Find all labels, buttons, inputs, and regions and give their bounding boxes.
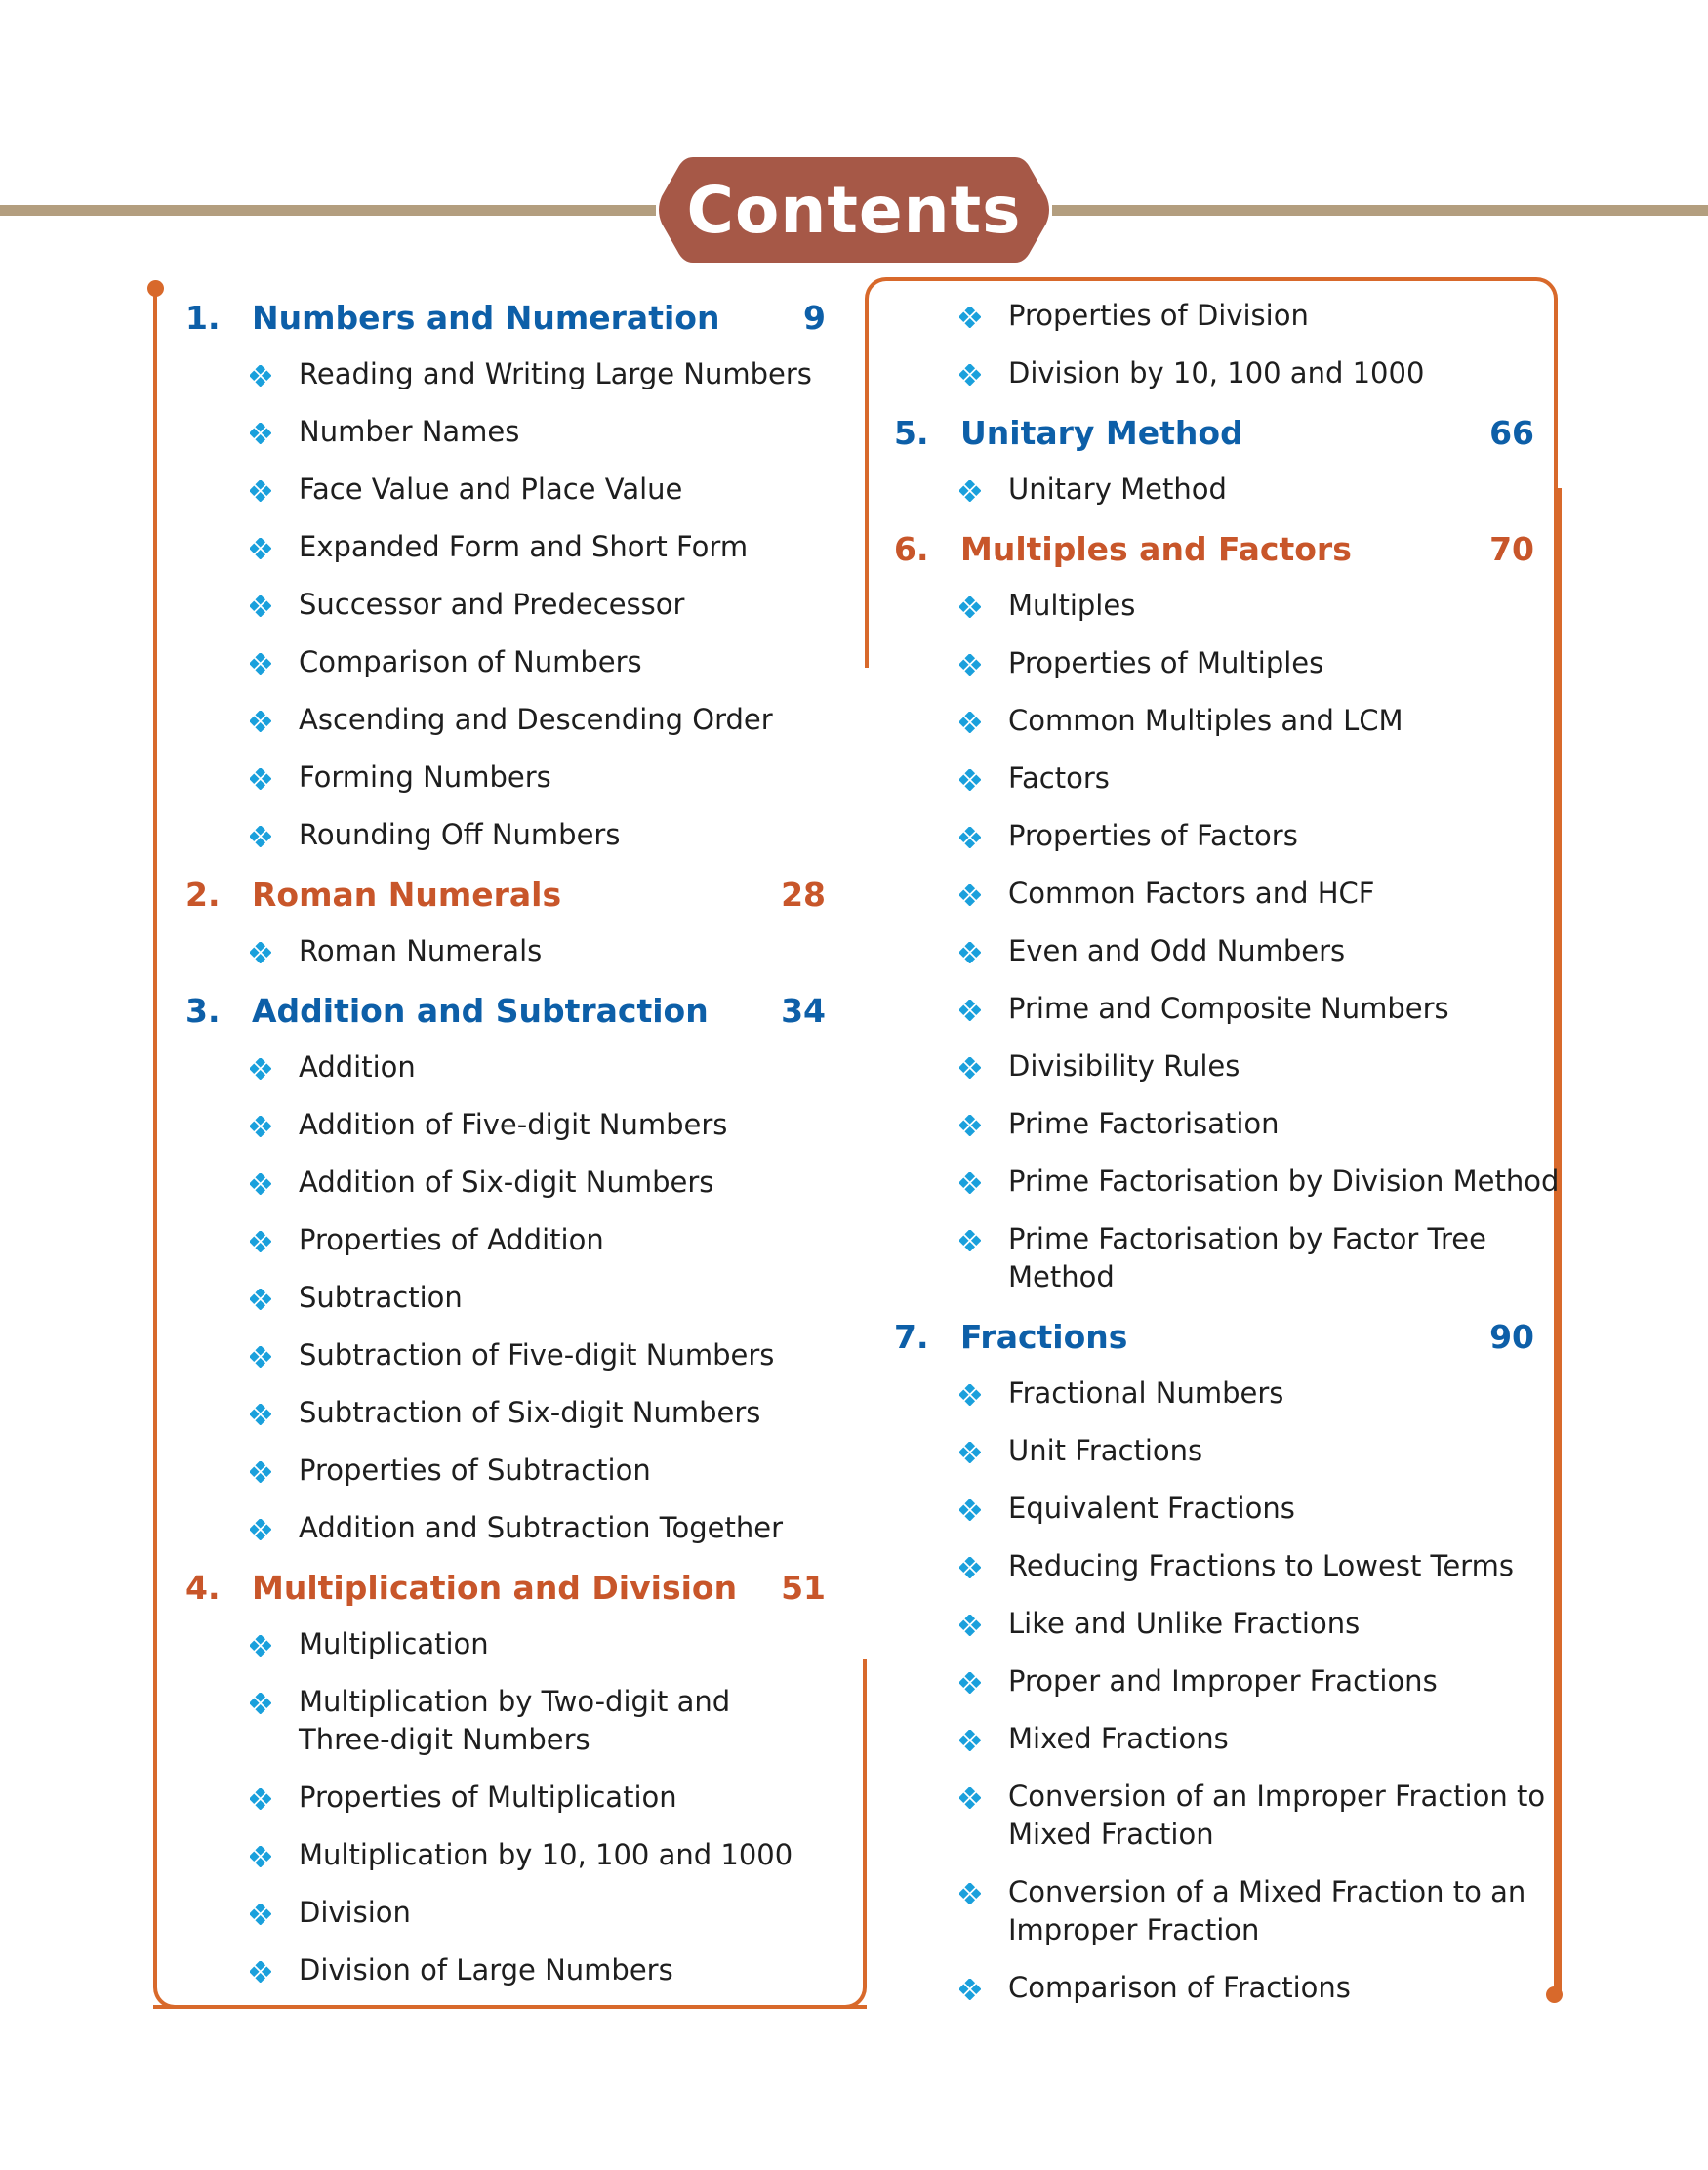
topic-item[interactable] — [250, 1048, 826, 1086]
diamond-bullet-icon — [959, 712, 981, 733]
topic-item[interactable] — [959, 1432, 1534, 1470]
topic-item[interactable] — [959, 1662, 1534, 1700]
chapter-page-number: 34 — [781, 992, 826, 1030]
chapter-title[interactable]: Addition and Subtraction — [252, 992, 709, 1030]
topic-text: Division — [299, 1896, 411, 1929]
diamond-bullet-icon — [250, 538, 271, 559]
diamond-bullet-icon — [959, 1230, 981, 1251]
diamond-bullet-icon — [959, 1883, 981, 1904]
topic-text: Properties of Addition — [299, 1223, 604, 1256]
topic-text: Face Value and Place Value — [299, 472, 683, 506]
topic-item[interactable] — [959, 1490, 1534, 1528]
diamond-bullet-icon — [959, 827, 981, 848]
diamond-bullet-icon — [250, 1904, 271, 1925]
chapter-number: 6. — [894, 530, 929, 568]
topic-text: Common Factors and HCF — [1008, 877, 1375, 910]
diamond-bullet-icon — [959, 1615, 981, 1636]
topic-text: Comparison of Numbers — [299, 645, 642, 678]
topic-item[interactable] — [959, 702, 1534, 740]
diamond-bullet-icon — [959, 1979, 981, 2000]
topic-item[interactable] — [250, 1106, 826, 1144]
chapter-number: 2. — [185, 876, 221, 914]
topic-item[interactable] — [959, 990, 1534, 1028]
topic-text: Properties of Multiples — [1008, 646, 1324, 679]
topic-item[interactable] — [250, 1509, 826, 1547]
diamond-bullet-icon — [250, 768, 271, 790]
topic-item[interactable] — [959, 1605, 1534, 1643]
diamond-bullet-icon — [250, 711, 271, 732]
topic-text: Rounding Off Numbers — [299, 818, 621, 851]
topic-text: Factors — [1008, 761, 1110, 795]
topic-text: Properties of Division — [1008, 299, 1309, 332]
topic-item[interactable] — [250, 1164, 826, 1202]
topic-text: Fractional Numbers — [1008, 1376, 1284, 1410]
chapter-page-number: 28 — [781, 876, 826, 914]
topic-item[interactable] — [959, 1873, 1534, 1949]
chapter-title[interactable]: Fractions — [960, 1318, 1128, 1356]
topic-text: Reducing Fractions to Lowest Terms — [1008, 1549, 1514, 1582]
topic-item[interactable] — [959, 1720, 1534, 1758]
diamond-bullet-icon — [250, 1289, 271, 1310]
topic-item[interactable] — [250, 1836, 826, 1874]
topic-text: Common Multiples and LCM — [1008, 704, 1403, 737]
diamond-bullet-icon — [250, 1461, 271, 1483]
topic-item[interactable] — [959, 1163, 1560, 1201]
topic-item[interactable] — [250, 1336, 826, 1374]
diamond-bullet-icon — [959, 1172, 981, 1194]
diamond-bullet-icon — [250, 595, 271, 617]
topic-text: Even and Odd Numbers — [1008, 934, 1346, 967]
chapter-heading — [185, 992, 826, 1031]
topic-text: Addition and Subtraction Together — [299, 1511, 784, 1544]
diamond-bullet-icon — [959, 307, 981, 328]
topic-item[interactable] — [250, 586, 826, 624]
chapter-page-number: 90 — [1489, 1318, 1534, 1356]
topic-item[interactable] — [250, 758, 826, 797]
topic-item[interactable] — [959, 1220, 1534, 1296]
topic-text: Unit Fractions — [1008, 1434, 1203, 1467]
diamond-bullet-icon — [959, 769, 981, 791]
topic-item[interactable] — [250, 1452, 826, 1490]
diamond-bullet-icon — [959, 1499, 981, 1521]
chapter-title[interactable]: Multiplication and Division — [252, 1569, 738, 1607]
topic-item[interactable] — [250, 1279, 826, 1317]
diamond-bullet-icon — [959, 1384, 981, 1406]
diamond-bullet-icon — [250, 1788, 271, 1810]
topic-item[interactable] — [959, 759, 1534, 798]
topic-text: Expanded Form and Short Form — [299, 530, 749, 563]
diamond-bullet-icon — [959, 1442, 981, 1463]
diamond-bullet-icon — [959, 942, 981, 963]
diamond-bullet-icon — [959, 654, 981, 676]
contents-badge — [656, 157, 1052, 263]
chapter-title[interactable]: Roman Numerals — [252, 876, 562, 914]
chapter-number: 7. — [894, 1318, 929, 1356]
chapter-heading — [185, 1569, 826, 1608]
topic-text: Addition — [299, 1050, 416, 1084]
diamond-bullet-icon — [250, 1693, 271, 1714]
diamond-bullet-icon — [959, 1057, 981, 1079]
topic-text: Number Names — [299, 415, 520, 448]
topic-text: Successor and Predecessor — [299, 588, 685, 621]
frame-dot-top-left — [147, 280, 164, 297]
topic-item[interactable] — [250, 643, 826, 681]
topic-text-continued: Three-digit Numbers — [299, 1723, 590, 1756]
topic-item[interactable] — [250, 1951, 826, 1989]
topic-item[interactable] — [959, 1969, 1534, 2007]
topic-item[interactable] — [959, 587, 1534, 625]
diamond-bullet-icon — [250, 1635, 271, 1657]
diamond-bullet-icon — [959, 1787, 981, 1809]
topic-item[interactable] — [250, 1683, 826, 1759]
chapter-heading — [185, 299, 826, 338]
topic-item[interactable] — [959, 644, 1534, 682]
diamond-bullet-icon — [250, 1231, 271, 1252]
diamond-bullet-icon — [959, 596, 981, 618]
diamond-bullet-icon — [250, 1058, 271, 1080]
topic-item[interactable] — [959, 1047, 1534, 1085]
topic-text: Subtraction — [299, 1281, 463, 1314]
diamond-bullet-icon — [959, 1672, 981, 1694]
topic-text: Forming Numbers — [299, 760, 551, 794]
chapter-title[interactable]: Multiples and Factors — [960, 530, 1352, 568]
frame-dot-bottom-right — [1546, 1986, 1563, 2003]
topic-text: Subtraction of Five-digit Numbers — [299, 1338, 775, 1372]
diamond-bullet-icon — [250, 365, 271, 387]
topic-text: Multiples — [1008, 589, 1136, 622]
topic-text: Properties of Factors — [1008, 819, 1298, 852]
chapter-page-number: 70 — [1489, 530, 1534, 568]
topic-text-continued: Improper Fraction — [1008, 1913, 1260, 1946]
chapter-heading — [894, 530, 1534, 569]
topic-text: Divisibility Rules — [1008, 1049, 1240, 1083]
topic-text: Reading and Writing Large Numbers — [299, 357, 812, 390]
diamond-bullet-icon — [959, 1557, 981, 1578]
topic-text: Prime Factorisation by Division Method — [1008, 1165, 1560, 1198]
topic-text: Division by 10, 100 and 1000 — [1008, 356, 1425, 389]
topic-text: Mixed Fractions — [1008, 1722, 1229, 1755]
diamond-bullet-icon — [250, 480, 271, 502]
topic-item[interactable] — [959, 875, 1534, 913]
topic-text: Multiplication by Two-digit and — [299, 1685, 731, 1718]
topic-text: Unitary Method — [1008, 472, 1227, 506]
diamond-bullet-icon — [250, 1346, 271, 1368]
topic-item[interactable] — [250, 471, 826, 509]
topic-item[interactable] — [250, 816, 826, 854]
topic-item[interactable] — [959, 1547, 1534, 1585]
header-rule-left — [0, 205, 656, 216]
diamond-bullet-icon — [250, 826, 271, 847]
topic-text: Roman Numerals — [299, 934, 543, 967]
topic-text: Addition of Five-digit Numbers — [299, 1108, 728, 1141]
topic-item[interactable] — [959, 1778, 1546, 1854]
topic-item[interactable] — [250, 701, 826, 739]
topic-text: Prime Factorisation by Factor Tree — [1008, 1222, 1486, 1255]
diamond-bullet-icon — [250, 423, 271, 444]
chapter-page-number: 9 — [803, 299, 826, 337]
topic-item[interactable] — [959, 354, 1534, 392]
topic-text: Equivalent Fractions — [1008, 1492, 1295, 1525]
topic-text: Properties of Subtraction — [299, 1453, 651, 1487]
topic-text-continued: Method — [1008, 1260, 1115, 1293]
topic-text: Conversion of a Mixed Fraction to an — [1008, 1875, 1526, 1908]
topic-item[interactable] — [959, 471, 1534, 509]
chapter-number: 1. — [185, 299, 221, 337]
header-rule-right — [1052, 205, 1708, 216]
topic-item[interactable] — [250, 1394, 826, 1432]
topic-item[interactable] — [959, 1374, 1534, 1413]
topic-text: Conversion of an Improper Fraction to — [1008, 1780, 1546, 1813]
topic-text: Like and Unlike Fractions — [1008, 1607, 1361, 1640]
topic-item[interactable] — [250, 1894, 826, 1932]
chapter-page-number: 66 — [1489, 414, 1534, 452]
topic-item[interactable] — [250, 413, 826, 451]
diamond-bullet-icon — [959, 364, 981, 386]
topic-item[interactable] — [959, 1105, 1534, 1143]
chapter-number: 3. — [185, 992, 221, 1030]
topic-item[interactable] — [250, 1625, 826, 1663]
topic-text: Comparison of Fractions — [1008, 1971, 1351, 2004]
diamond-bullet-icon — [250, 1116, 271, 1137]
topic-item[interactable] — [250, 932, 826, 970]
diamond-bullet-icon — [250, 1173, 271, 1195]
diamond-bullet-icon — [959, 1115, 981, 1136]
topic-text: Subtraction of Six-digit Numbers — [299, 1396, 761, 1429]
diamond-bullet-icon — [250, 1519, 271, 1540]
topic-text: Multiplication by 10, 100 and 1000 — [299, 1838, 793, 1871]
topic-item[interactable] — [959, 817, 1534, 855]
chapter-heading — [894, 1318, 1534, 1357]
topic-item[interactable] — [250, 355, 826, 393]
chapter-page-number: 51 — [781, 1569, 826, 1607]
topic-text: Properties of Multiplication — [299, 1781, 677, 1814]
topic-item[interactable] — [959, 932, 1534, 970]
chapter-number: 4. — [185, 1569, 221, 1607]
chapter-number: 5. — [894, 414, 929, 452]
topic-item[interactable] — [250, 1221, 826, 1259]
page-title: Contents — [686, 172, 1022, 248]
topic-text: Multiplication — [299, 1627, 489, 1660]
chapter-heading — [894, 414, 1534, 453]
diamond-bullet-icon — [250, 1404, 271, 1425]
chapter-heading — [185, 876, 826, 915]
chapter-title[interactable]: Numbers and Numeration — [252, 299, 720, 337]
topic-item[interactable] — [250, 1779, 826, 1817]
diamond-bullet-icon — [250, 653, 271, 675]
diamond-bullet-icon — [959, 1730, 981, 1751]
diamond-bullet-icon — [959, 480, 981, 502]
topic-text: Prime and Composite Numbers — [1008, 992, 1449, 1025]
diamond-bullet-icon — [250, 1846, 271, 1867]
diamond-bullet-icon — [959, 1000, 981, 1021]
topic-text: Division of Large Numbers — [299, 1953, 673, 1986]
diamond-bullet-icon — [250, 942, 271, 963]
diamond-bullet-icon — [959, 884, 981, 906]
topic-item[interactable] — [959, 297, 1534, 335]
diamond-bullet-icon — [250, 1961, 271, 1983]
chapter-title[interactable]: Unitary Method — [960, 414, 1243, 452]
right-frame-line — [1554, 488, 1562, 1993]
topic-item[interactable] — [250, 528, 826, 566]
topic-text: Proper and Improper Fractions — [1008, 1664, 1438, 1698]
topic-text-continued: Mixed Fraction — [1008, 1818, 1214, 1851]
topic-text: Ascending and Descending Order — [299, 703, 773, 736]
topic-text: Addition of Six-digit Numbers — [299, 1166, 714, 1199]
topic-text: Prime Factorisation — [1008, 1107, 1280, 1140]
